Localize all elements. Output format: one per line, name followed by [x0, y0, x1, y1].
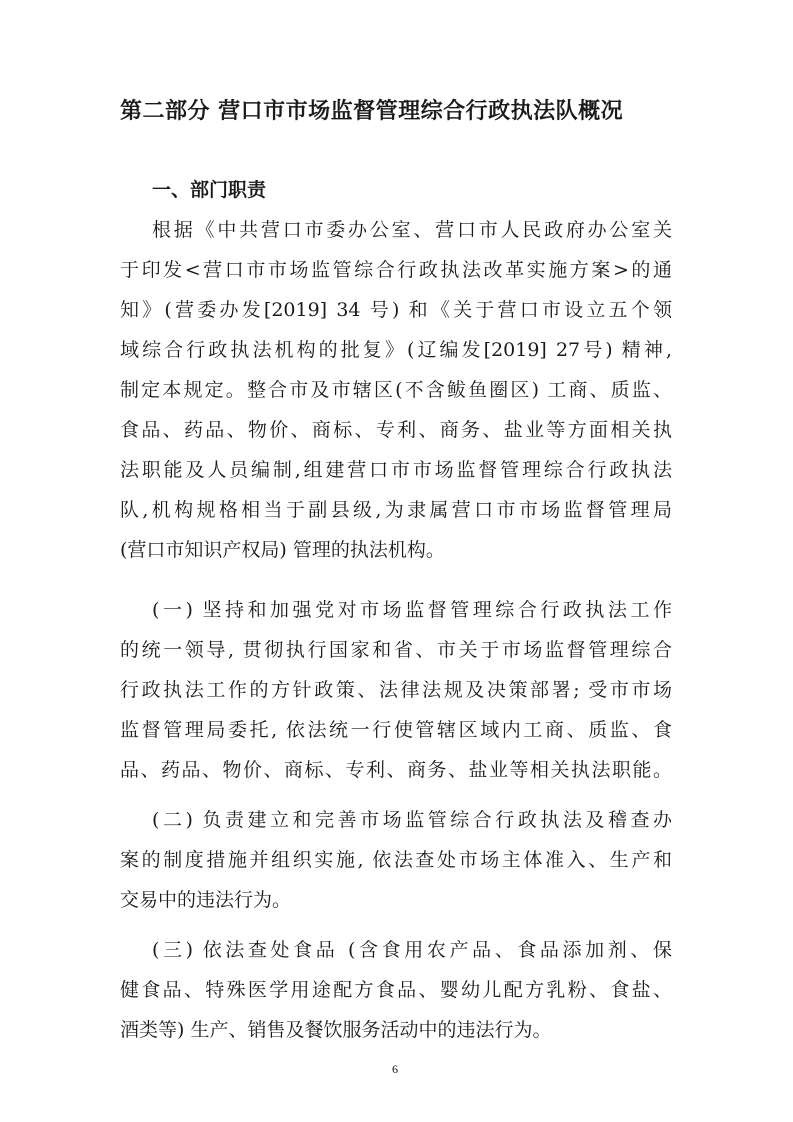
paragraph-line: 监督管理局委托, 依法统一行使管辖区域内工商、质监、食	[120, 719, 672, 741]
paragraph-line: 域综合行政执法机构的批复》(辽编发[2019] 27号) 精神,	[120, 339, 672, 361]
paragraph-line: (三) 依法查处食品 (含食用农产品、食品添加剂、保	[152, 939, 672, 961]
paragraph-line: 队,机构规格相当于副县级,为隶属营口市市场监督管理局	[120, 499, 672, 521]
paragraph-line: 交易中的违法行为。	[120, 889, 292, 911]
paragraph-line: 的统一领导, 贯彻执行国家和省、市关于市场监督管理综合	[120, 639, 672, 661]
paragraph-line: (二) 负责建立和完善市场监管综合行政执法及稽查办	[152, 809, 672, 831]
section-heading: 一、部门职责	[152, 179, 267, 201]
paragraph-line: 知》(营委办发[2019] 34 号) 和《关于营口市设立五个领	[120, 299, 672, 321]
page-title: 第二部分 营口市市场监督管理综合行政执法队概况	[120, 98, 624, 124]
paragraph-line: 于印发<营口市市场监管综合行政执法改革实施方案>的通	[120, 259, 672, 281]
paragraph-line: 食品、药品、物价、商标、专利、商务、盐业等方面相关执	[120, 419, 672, 441]
page-number: 6	[392, 1062, 398, 1076]
paragraph-line: 根据《中共营口市委办公室、营口市人民政府办公室关	[152, 219, 672, 241]
paragraph-line: (一) 坚持和加强党对市场监督管理综合行政执法工作	[152, 599, 672, 621]
paragraph-line: 酒类等) 生产、销售及餐饮服务活动中的违法行为。	[120, 1019, 552, 1041]
paragraph-line: 制定本规定。整合市及市辖区(不含鲅鱼圈区) 工商、质监、	[120, 379, 672, 401]
paragraph-line: 法职能及人员编制,组建营口市市场监督管理综合行政执法	[120, 459, 672, 481]
paragraph-line: 品、药品、物价、商标、专利、商务、盐业等相关执法职能。	[120, 759, 672, 781]
paragraph-line: 健食品、特殊医学用途配方食品、婴幼儿配方乳粉、食盐、	[120, 979, 672, 1001]
paragraph-line: 行政执法工作的方针政策、法律法规及决策部署; 受市市场	[120, 679, 672, 701]
paragraph-line: 案的制度措施并组织实施, 依法查处市场主体准入、生产和	[120, 849, 672, 871]
paragraph-line: (营口市知识产权局) 管理的执法机构。	[120, 539, 445, 561]
